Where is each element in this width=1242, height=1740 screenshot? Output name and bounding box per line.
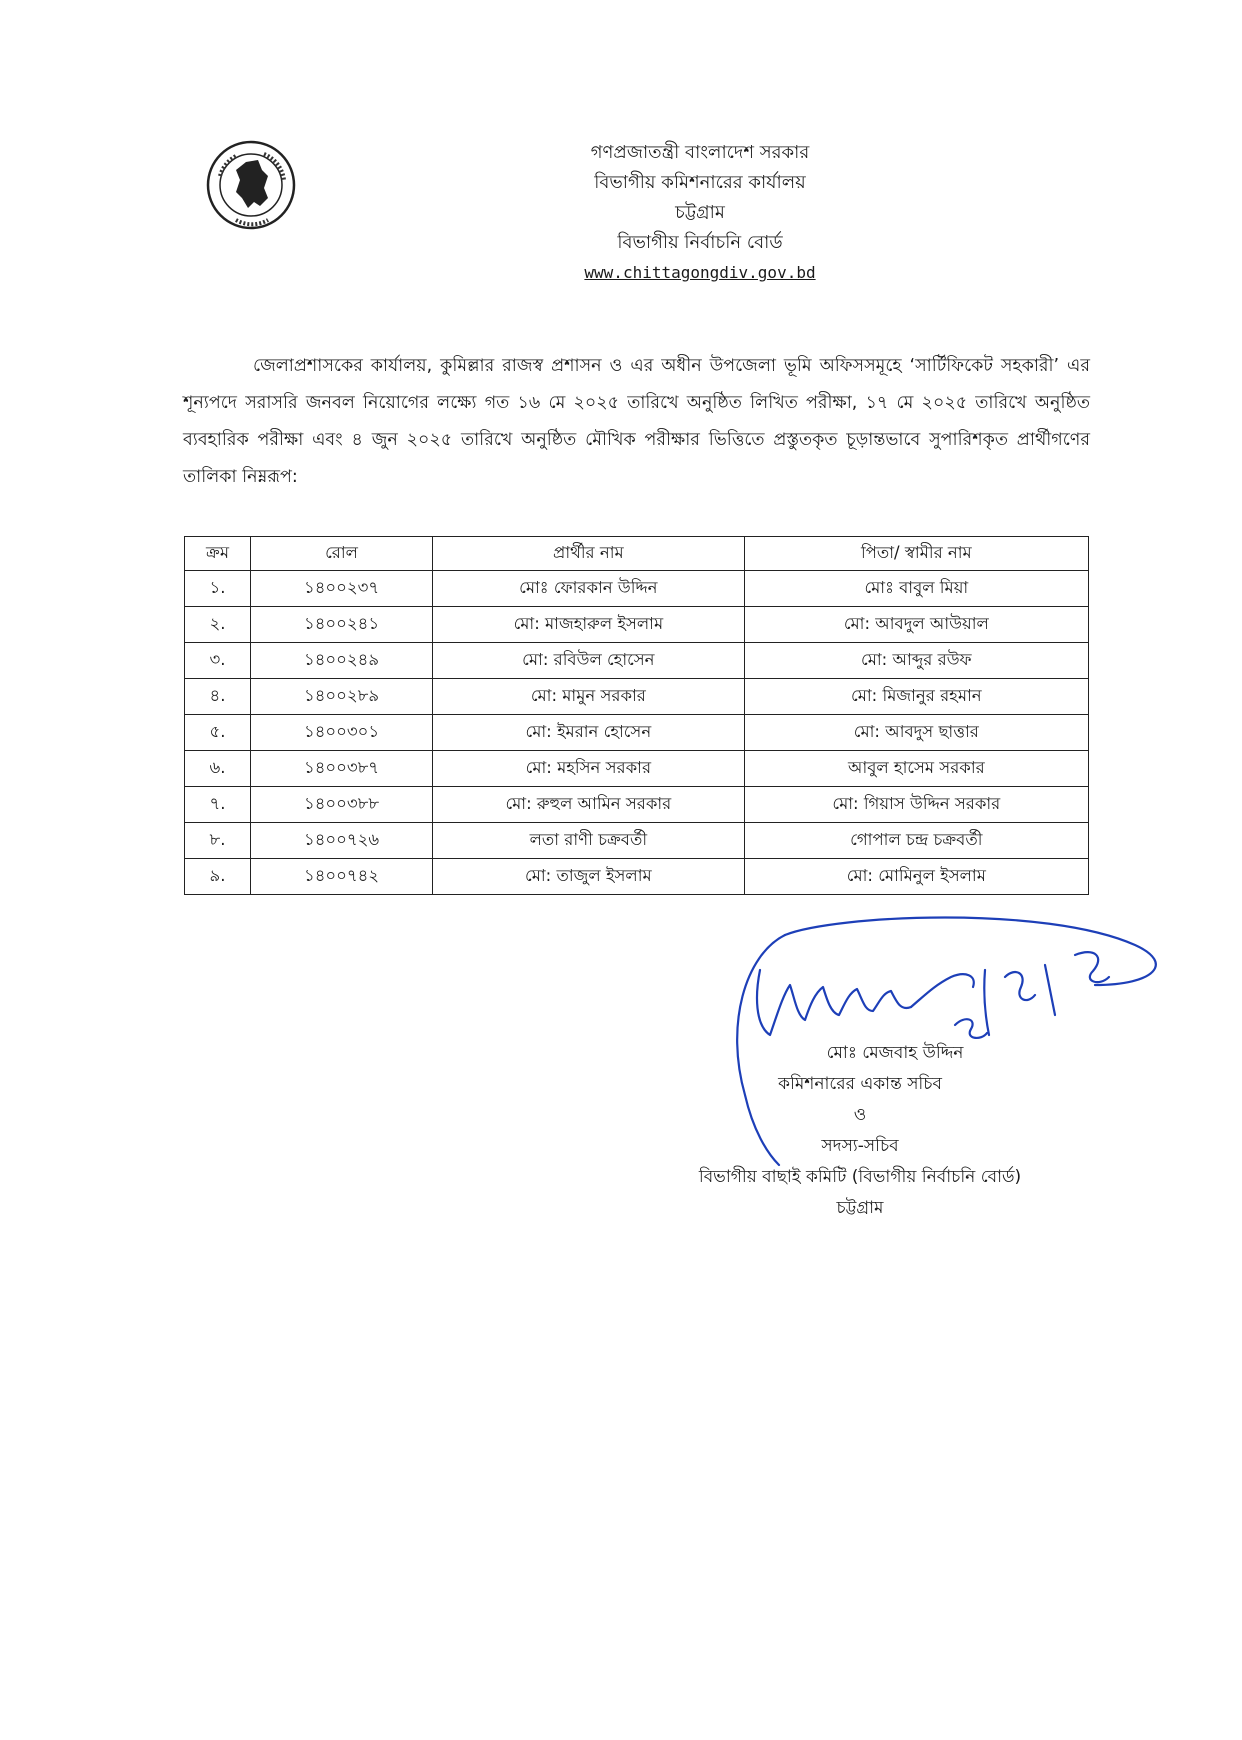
cell-roll: ১৪০০৩৮৮ (251, 787, 433, 823)
cell-parent-name: মো: গিয়াস উদ্দিন সরকার (744, 787, 1088, 823)
cell-roll: ১৪০০৭৪২ (251, 859, 433, 895)
signatory-committee: বিভাগীয় বাছাই কমিটি (বিভাগীয় নির্বাচনি বোর্ড) (698, 1167, 1022, 1187)
cell-serial: ৯. (185, 859, 251, 895)
signatory-city: চট্টগ্রাম (836, 1198, 884, 1218)
cell-candidate-name: মো: ইমরান হোসেন (433, 715, 745, 751)
cell-roll: ১৪০০২৪৯ (251, 643, 433, 679)
cell-roll: ১৪০০২৩৭ (251, 571, 433, 607)
cell-roll: ১৪০০২৪১ (251, 607, 433, 643)
cell-candidate-name: মো: তাজুল ইসলাম (433, 859, 745, 895)
table-row (185, 607, 1089, 643)
cell-serial: ৪. (185, 679, 251, 715)
cell-parent-name: আবুল হাসেম সরকার (744, 751, 1088, 787)
signatory-name: মোঃ মেজবাহ উদ্দিন (826, 1043, 964, 1063)
table-row (185, 787, 1089, 823)
table-row (185, 679, 1089, 715)
table-row (185, 643, 1089, 679)
header-candidate-name: প্রার্থীর নাম (433, 537, 745, 571)
table-row (185, 571, 1089, 607)
government-name: গণপ্রজাতন্ত্রী বাংলাদেশ সরকার (590, 142, 810, 163)
cell-roll: ১৪০০৩০১ (251, 715, 433, 751)
cell-roll: ১৪০০২৮৯ (251, 679, 433, 715)
table-row (185, 751, 1089, 787)
cell-serial: ১. (185, 571, 251, 607)
cell-parent-name: মো: মোমিনুল ইসলাম (744, 859, 1088, 895)
table-row (185, 859, 1089, 895)
office-name: বিভাগীয় কমিশনারের কার্যালয় (594, 172, 806, 193)
cell-candidate-name: লতা রাণী চক্রবর্তী (433, 823, 745, 859)
cell-candidate-name: মো: মহসিন সরকার (433, 751, 745, 787)
header-parent-name: পিতা/ স্বামীর নাম (744, 537, 1088, 571)
cell-candidate-name: মো: মামুন সরকার (433, 679, 745, 715)
cell-serial: ৭. (185, 787, 251, 823)
signatory-role: সদস্য-সচিব (821, 1136, 899, 1156)
website-link[interactable]: www.chittagongdiv.gov.bd (584, 263, 816, 282)
cell-roll: ১৪০০৩৮৭ (251, 751, 433, 787)
cell-serial: ২. (185, 607, 251, 643)
government-seal-icon (206, 140, 296, 230)
cell-parent-name: মোঃ বাবুল মিয়া (744, 571, 1088, 607)
city-name: চট্টগ্রাম (675, 202, 725, 223)
candidate-table (184, 536, 1089, 895)
cell-roll: ১৪০০৭২৬ (251, 823, 433, 859)
signatory-conjunction: ও (853, 1105, 867, 1125)
table-header-row (185, 537, 1089, 571)
cell-parent-name: মো: আবদুস ছাত্তার (744, 715, 1088, 751)
cell-parent-name: মো: আব্দুর রউফ (744, 643, 1088, 679)
signatory-title: কমিশনারের একান্ত সচিব (778, 1074, 942, 1094)
cell-candidate-name: মোঃ ফোরকান উদ্দিন (433, 571, 745, 607)
letterhead (420, 138, 980, 288)
cell-parent-name: মো: আবদুল আউয়াল (744, 607, 1088, 643)
cell-candidate-name: মো: রবিউল হোসেন (433, 643, 745, 679)
notice-paragraph: জেলাপ্রশাসকের কার্যালয়, কুমিল্লার রাজস্ব প্রশাসন ও এর অধীন উপজেলা ভূমি অফিসসমূহে ‘সার্টিফিকেট সহকারী’ এর শূন্যপদে সরাসরি জনবল নিয়োগের লক্ষ্যে গত ১৬ মে ২০২৫ তারিখে অনুষ্ঠিত লিখিত পরীক্ষা, ১৭ মে ২০২৫ তারিখে অনুষ্ঠিত ব্যবহারিক পরীক্ষা এবং ৪ জুন ২০২৫ তারিখে অনুষ্ঠিত মৌখিক পরীক্ষার ভিত্তিতে প্রস্তুতকৃত চূড়ান্তভাবে সুপারিশকৃত প্রার্থীগণের তালিকা নিম্নরূপ: (183, 355, 1090, 487)
cell-serial: ৬. (185, 751, 251, 787)
cell-serial: ৮. (185, 823, 251, 859)
cell-serial: ৩. (185, 643, 251, 679)
cell-candidate-name: মো: রুহুল আমিন সরকার (433, 787, 745, 823)
cell-parent-name: গোপাল চন্দ্র চক্রবর্তী (744, 823, 1088, 859)
cell-serial: ৫. (185, 715, 251, 751)
table-row (185, 823, 1089, 859)
board-name: বিভাগীয় নির্বাচনি বোর্ড (617, 232, 783, 253)
table-row (185, 715, 1089, 751)
cell-candidate-name: মো: মাজহারুল ইসলাম (433, 607, 745, 643)
header-serial: ক্রম (185, 537, 251, 571)
cell-parent-name: মো: মিজানুর রহমান (744, 679, 1088, 715)
signatory-block (630, 1038, 1090, 1224)
header-roll: রোল (251, 537, 433, 571)
